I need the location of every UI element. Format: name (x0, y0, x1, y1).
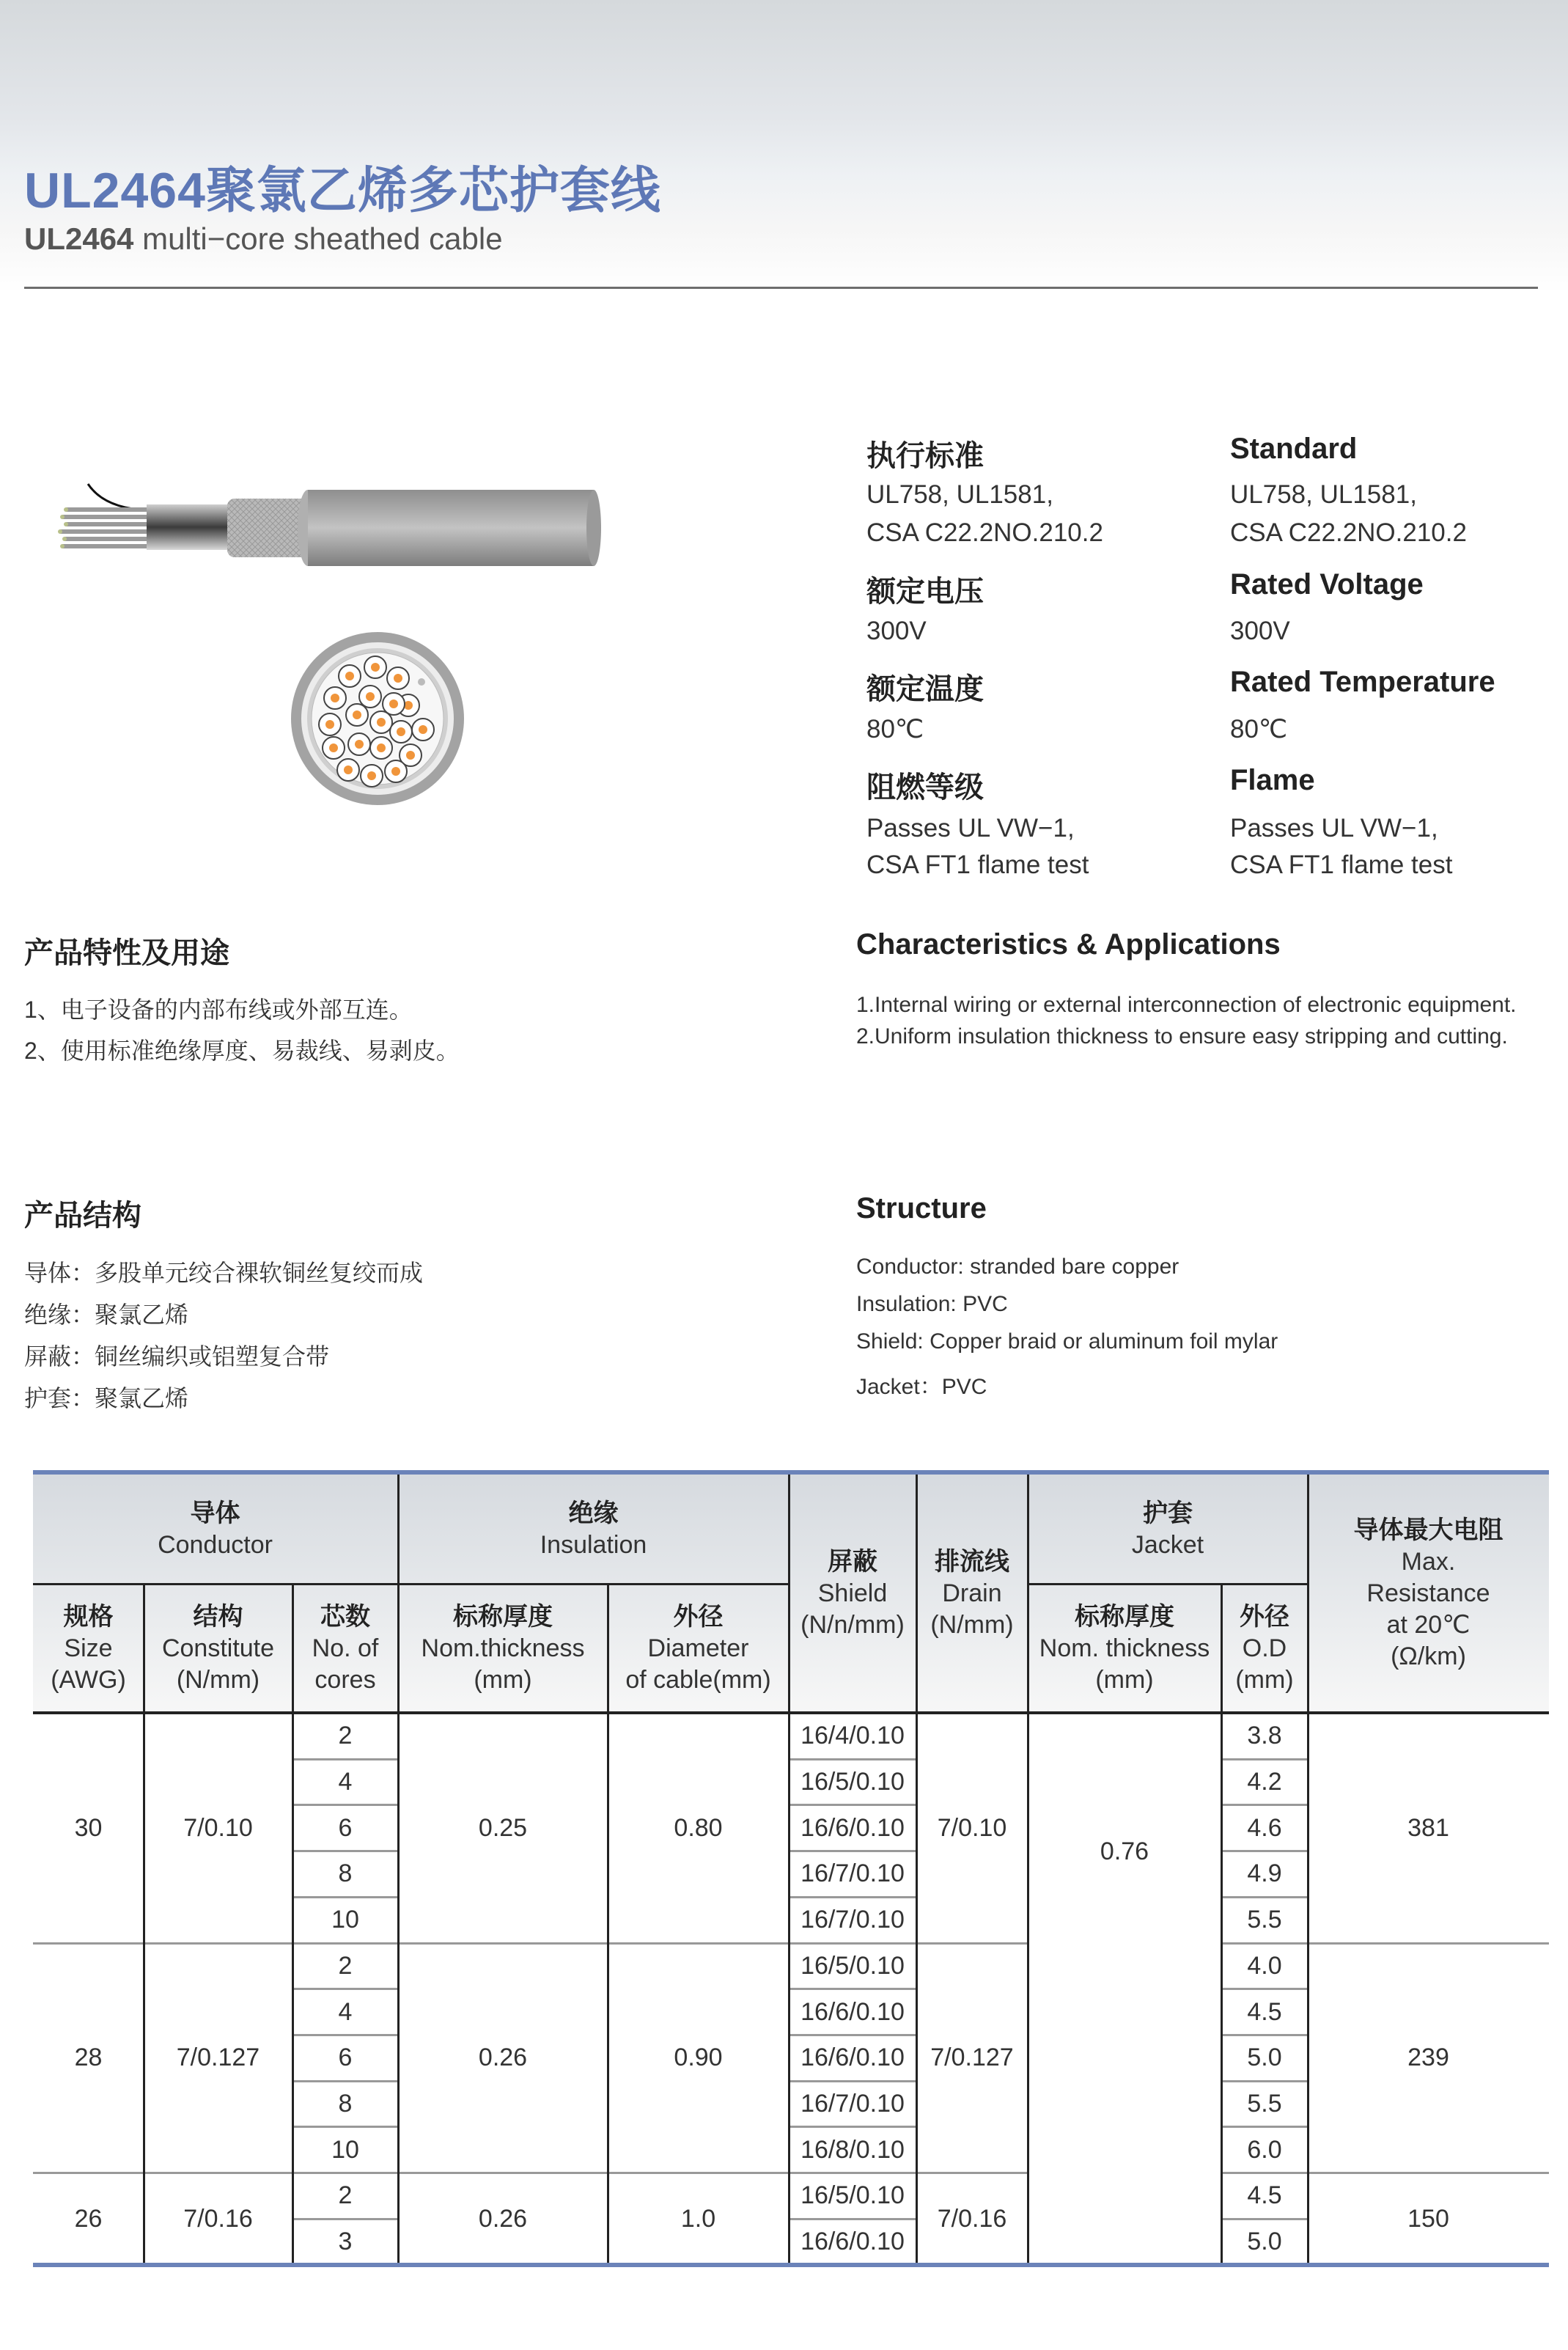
header-cores (292, 1585, 398, 1713)
header-shield-en: Shield (817, 1579, 888, 1607)
cell-cores: 4 (338, 1997, 353, 2026)
header-resistance (1308, 1475, 1549, 1713)
spec-standard-en-heading: Standard (1230, 433, 1358, 465)
header-jk-thickness-en: Nom. thickness (1039, 1634, 1210, 1662)
row-divider (1221, 1850, 1308, 1852)
cell-ins-thickness: 0.26 (478, 2204, 528, 2233)
conductor-icon (366, 692, 375, 701)
cell-shield: 16/8/0.10 (800, 2135, 905, 2164)
row-divider (292, 1896, 398, 1898)
cable-side-view (58, 484, 601, 566)
header-ins-diameter (608, 1585, 789, 1713)
row-divider (1221, 2126, 1308, 2128)
conductor-icon (353, 710, 361, 719)
cell-size: 30 (74, 1813, 103, 1842)
spec-temperature-en-value: 80℃ (1230, 715, 1288, 743)
cell-resistance: 381 (1407, 1813, 1449, 1842)
cell-ins-thickness: 0.26 (478, 2044, 528, 2072)
structure-zh-item: 绝缘：聚氯乙烯 (24, 1301, 189, 1328)
cell-cores: 3 (338, 2228, 353, 2256)
header-constitute-unit: (N/mm) (176, 1666, 260, 1694)
column-divider (292, 1585, 294, 2264)
row-divider (292, 1850, 398, 1852)
spec-flame-en-value-2: CSA FT1 flame test (1230, 851, 1453, 879)
column-divider (788, 1475, 790, 2264)
cell-od: 4.2 (1247, 1768, 1282, 1796)
cell-shield: 16/7/0.10 (800, 1906, 905, 1934)
cell-shield: 16/5/0.10 (800, 1768, 905, 1796)
page-title: UL2464聚氯乙烯多芯护套线 (24, 163, 661, 219)
header-ins-diameter-en: Diameter (647, 1634, 749, 1662)
spec-temperature-zh-value: 80℃ (866, 715, 924, 743)
cell-constitute: 7/0.10 (183, 1813, 253, 1842)
header-resistance-unit: (Ω/km) (1391, 1642, 1466, 1670)
header-mid-rule (33, 1583, 789, 1585)
header-mid-rule (1028, 1583, 1308, 1585)
cell-od: 5.0 (1247, 2044, 1282, 2072)
cell-resistance: 239 (1407, 2044, 1449, 2072)
cell-shield: 16/7/0.10 (800, 2089, 905, 2118)
title-divider (24, 287, 1538, 289)
spec-temperature-en-heading: Rated Temperature (1230, 666, 1495, 698)
header-size-unit: (AWG) (51, 1666, 126, 1694)
header-drain-en: Drain (942, 1579, 1002, 1607)
spec-voltage-en-heading: Rated Voltage (1230, 568, 1424, 601)
cell-shield: 16/6/0.10 (800, 2044, 905, 2072)
column-divider (916, 1475, 918, 2264)
header-jk-od-en: O.D (1242, 1634, 1287, 1662)
header-conductor-en: Conductor (158, 1531, 273, 1559)
characteristics-zh-heading: 产品特性及用途 (24, 937, 229, 969)
conductor-icon (345, 672, 354, 680)
column-divider (1027, 1475, 1029, 2264)
conductor-icon (344, 765, 353, 774)
spec-flame-en-heading: Flame (1230, 764, 1315, 796)
header-shield (789, 1475, 916, 1713)
header-conductor-zh: 导体 (190, 1499, 240, 1527)
header-jk-od (1221, 1585, 1308, 1713)
spec-standard-zh-heading: 执行标准 (866, 440, 984, 472)
structure-en-item: Conductor: stranded bare copper (856, 1255, 1179, 1279)
characteristics-en-heading: Characteristics & Applications (856, 928, 1281, 961)
cell-cores: 6 (338, 1813, 353, 1842)
row-divider (1221, 1988, 1308, 1990)
header-jacket-en: Jacket (1131, 1531, 1204, 1559)
spec-voltage-zh-value: 300V (866, 617, 927, 645)
header-drain (916, 1475, 1028, 1713)
header-ins-thickness-en: Nom.thickness (421, 1634, 585, 1662)
cell-constitute: 7/0.127 (176, 2044, 260, 2072)
row-divider (789, 1988, 916, 1990)
header-bottom-rule (33, 1711, 1549, 1714)
cell-drain: 7/0.127 (930, 2044, 1014, 2072)
row-divider (1221, 2034, 1308, 2036)
cell-od: 5.0 (1247, 2228, 1282, 2256)
cell-ins-diameter: 1.0 (680, 2204, 716, 2233)
row-divider (292, 1758, 398, 1760)
row-divider (292, 2034, 398, 2036)
row-divider (789, 1804, 916, 1806)
cell-size: 26 (74, 2204, 103, 2233)
cell-cores: 8 (338, 2089, 353, 2118)
conductor-icon (391, 767, 400, 776)
row-divider (789, 2080, 916, 2082)
conductor-icon (377, 718, 386, 727)
spec-temperature-zh-heading: 额定温度 (866, 673, 984, 705)
header-cores-en2: cores (314, 1666, 376, 1694)
cell-size: 28 (74, 2044, 103, 2072)
row-divider (1221, 2218, 1308, 2220)
cell-cores: 4 (338, 1768, 353, 1796)
cell-ins-thickness: 0.25 (478, 1813, 528, 1842)
row-divider (789, 1758, 916, 1760)
cable-illustration (44, 447, 733, 829)
cell-drain: 7/0.10 (937, 1813, 1007, 1842)
cell-jacket-thickness: 0.76 (1100, 1837, 1149, 1865)
structure-en-item: Shield: Copper braid or aluminum foil mylar (856, 1329, 1278, 1354)
conductor-icon (394, 674, 402, 683)
characteristics-zh-item: 2、使用标准绝缘厚度、易裁线、易剥皮。 (24, 1038, 460, 1064)
structure-en-item: Jacket：PVC (856, 1375, 987, 1399)
cell-od: 3.8 (1247, 1722, 1282, 1750)
cell-ins-diameter: 0.80 (674, 1813, 723, 1842)
characteristics-en-item: 1.Internal wiring or external interconnection of electronic equipment. (856, 993, 1517, 1017)
header-ins-diameter-zh: 外径 (673, 1603, 724, 1631)
conductor-icon (331, 694, 339, 702)
row-divider (789, 2034, 916, 2036)
cell-drain: 7/0.16 (937, 2204, 1007, 2233)
structure-zh-item: 屏蔽：铜丝编织或铝塑复合带 (24, 1343, 330, 1370)
column-divider (397, 1475, 400, 2264)
header-ins-thickness-zh: 标称厚度 (453, 1603, 553, 1631)
header-group-insulation (398, 1475, 789, 1585)
row-divider (789, 2218, 916, 2220)
cell-od: 4.9 (1247, 1859, 1282, 1888)
header-jk-thickness-zh: 标称厚度 (1075, 1603, 1174, 1631)
conductor-icon (406, 751, 415, 760)
conductor-icon (355, 740, 364, 749)
cell-cores: 2 (338, 1951, 353, 1980)
header-size (33, 1585, 144, 1713)
page-subtitle (24, 221, 503, 257)
conductor-icon (389, 700, 398, 708)
cell-od: 5.5 (1247, 1906, 1282, 1934)
row-divider (292, 2080, 398, 2082)
cell-shield: 16/5/0.10 (800, 1951, 905, 1980)
structure-zh-item: 护套：聚氯乙烯 (24, 1385, 189, 1411)
row-divider (789, 1850, 916, 1852)
cell-constitute: 7/0.16 (183, 2204, 253, 2233)
cell-od: 6.0 (1247, 2135, 1282, 2164)
subtitle-model: UL2464 (24, 221, 134, 256)
cell-resistance: 150 (1407, 2204, 1449, 2233)
row-divider (1221, 1804, 1308, 1806)
header-constitute-en: Constitute (161, 1634, 275, 1662)
group-divider (1221, 2172, 1549, 2174)
group-divider (33, 2172, 1028, 2174)
header-size-en: Size (64, 1634, 113, 1662)
spec-voltage-en-value: 300V (1230, 617, 1290, 645)
row-divider (1221, 2080, 1308, 2082)
subtitle-text: multi−core sheathed cable (133, 221, 503, 256)
header-cores-en1: No. of (312, 1634, 379, 1662)
spec-flame-zh-value-2: CSA FT1 flame test (866, 851, 1089, 879)
header-insulation-zh: 绝缘 (568, 1499, 619, 1527)
header-jk-od-zh: 外径 (1240, 1603, 1289, 1631)
cell-cores: 2 (338, 2181, 353, 2210)
column-divider (143, 1585, 145, 2264)
row-divider (292, 2218, 398, 2220)
header-resistance-en1: Max. (1401, 1548, 1456, 1576)
conductor-icon (329, 743, 338, 752)
row-divider (292, 2126, 398, 2128)
cell-shield: 16/7/0.10 (800, 1859, 905, 1888)
header-drain-unit: (N/mm) (930, 1611, 1014, 1639)
structure-zh-heading: 产品结构 (24, 1200, 141, 1232)
cell-od: 5.5 (1247, 2089, 1282, 2118)
row-divider (789, 2126, 916, 2128)
group-divider (1221, 1942, 1549, 1945)
header-group-jacket (1028, 1475, 1308, 1585)
spec-voltage-zh-heading: 额定电压 (866, 576, 984, 608)
cell-od: 4.0 (1247, 1951, 1282, 1980)
conductor-icon (325, 720, 334, 729)
header-jk-thickness-unit: (mm) (1095, 1666, 1154, 1694)
conductor-icon (371, 663, 380, 672)
row-divider (292, 1804, 398, 1806)
cell-cores: 10 (331, 2135, 359, 2164)
header-resistance-en3: at 20℃ (1386, 1611, 1471, 1639)
conductor-icon (397, 727, 405, 736)
characteristics-en-item: 2.Uniform insulation thickness to ensure easy stripping and cutting. (856, 1024, 1508, 1049)
conductor-icon (419, 725, 427, 734)
header-size-zh: 规格 (63, 1603, 114, 1631)
header-shield-zh: 屏蔽 (828, 1548, 877, 1576)
cell-shield: 16/6/0.10 (800, 2228, 905, 2256)
header-jk-od-unit: (mm) (1235, 1666, 1294, 1694)
conductor-icon (377, 743, 386, 752)
structure-zh-item: 导体：多股单元绞合裸软铜丝复绞而成 (24, 1260, 424, 1286)
cell-cores: 2 (338, 1722, 353, 1750)
group-divider (33, 1942, 1028, 1945)
spec-standard-en-value-2: CSA C22.2NO.210.2 (1230, 518, 1467, 547)
column-divider (607, 1585, 609, 2264)
spec-flame-zh-value-1: Passes UL VW−1, (866, 814, 1075, 842)
structure-en-heading: Structure (856, 1192, 987, 1224)
header-resistance-en2: Resistance (1366, 1579, 1490, 1607)
header-drain-zh: 排流线 (935, 1548, 1009, 1576)
column-divider (1307, 1475, 1309, 2264)
cell-shield: 16/6/0.10 (800, 1997, 905, 2026)
cell-od: 4.5 (1247, 1997, 1282, 2026)
cell-shield: 16/5/0.10 (800, 2181, 905, 2210)
cell-od: 4.5 (1247, 2181, 1282, 2210)
cell-shield: 16/6/0.10 (800, 1813, 905, 1842)
header-constitute-zh: 结构 (193, 1603, 243, 1631)
header-insulation-en: Insulation (540, 1531, 647, 1559)
conductor-icon (367, 771, 376, 780)
row-divider (1221, 1896, 1308, 1898)
row-divider (1221, 1758, 1308, 1760)
table-bottom-rule (33, 2263, 1549, 2267)
spec-flame-en-value-1: Passes UL VW−1, (1230, 814, 1438, 842)
column-divider (1221, 1585, 1223, 2264)
row-divider (292, 1988, 398, 1990)
spec-standard-en-value-1: UL758, UL1581, (1230, 480, 1417, 509)
cell-cores: 6 (338, 2044, 353, 2072)
cell-od: 4.6 (1247, 1813, 1282, 1842)
header-jacket-zh: 护套 (1143, 1499, 1193, 1527)
header-group-conductor (33, 1475, 397, 1585)
spec-flame-zh-heading: 阻燃等级 (866, 771, 984, 804)
header-ins-thickness (398, 1585, 608, 1713)
header-constitute (144, 1585, 292, 1713)
header-shield-unit: (N/n/mm) (800, 1611, 905, 1639)
spec-standard-zh-value-2: CSA C22.2NO.210.2 (866, 518, 1103, 547)
cell-ins-diameter: 0.90 (674, 2044, 723, 2072)
header-resistance-zh: 导体最大电阻 (1353, 1516, 1503, 1544)
structure-en-item: Insulation: PVC (856, 1292, 1008, 1316)
row-divider (789, 1896, 916, 1898)
header-jk-thickness (1028, 1585, 1221, 1713)
characteristics-zh-item: 1、电子设备的内部布线或外部互连。 (24, 996, 413, 1023)
header-ins-thickness-unit: (mm) (474, 1666, 532, 1694)
spec-standard-zh-value-1: UL758, UL1581, (866, 480, 1053, 509)
cable-cross-section (291, 632, 464, 805)
cell-cores: 8 (338, 1859, 353, 1888)
header-cores-zh: 芯数 (320, 1603, 370, 1631)
cell-shield: 16/4/0.10 (800, 1722, 905, 1750)
cell-cores: 10 (331, 1906, 359, 1934)
header-ins-diameter-unit: of cable(mm) (625, 1666, 771, 1694)
